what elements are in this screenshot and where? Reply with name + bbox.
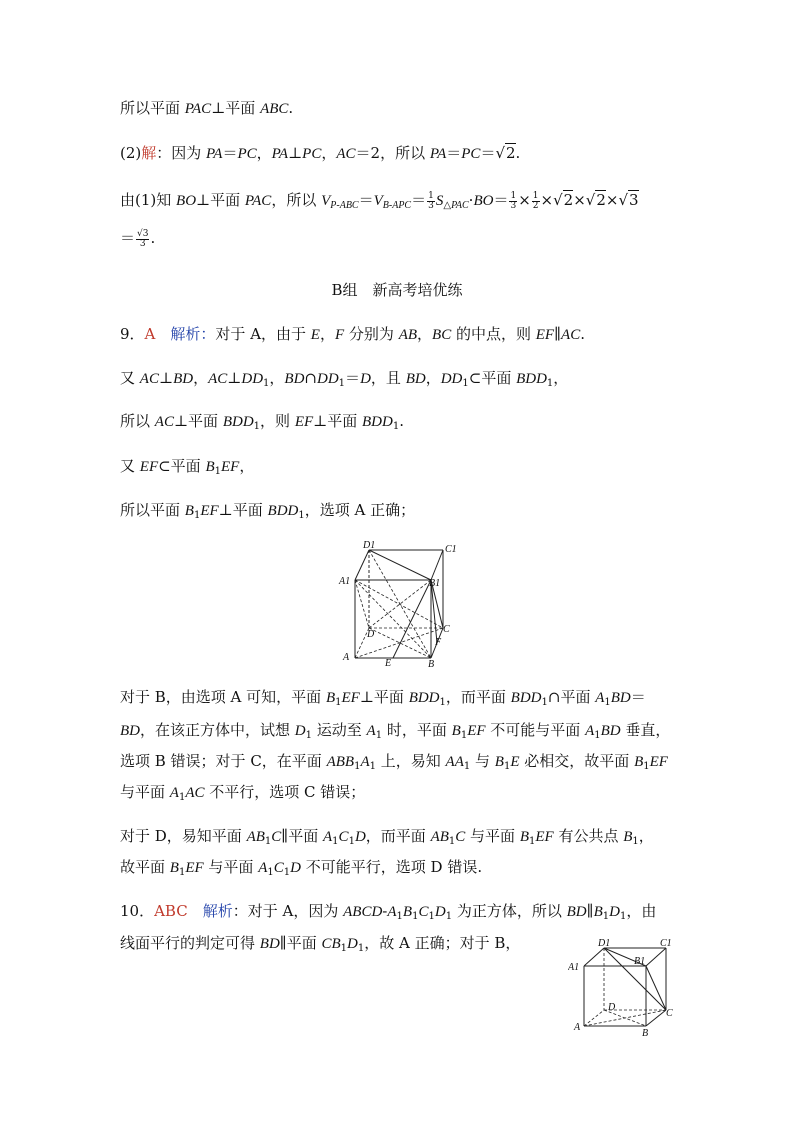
label-B1: B1 <box>429 578 441 589</box>
solution-label: 解 <box>141 144 157 162</box>
fig2-label-A1: A1 <box>568 962 580 973</box>
label-A: A <box>343 652 350 663</box>
label-D1: D1 <box>363 540 376 551</box>
line-1: 所以平面 PAC⊥平面 ABC. <box>120 99 294 117</box>
fig2-label-A: A <box>574 1022 581 1033</box>
fig2-label-C1: C1 <box>660 938 672 949</box>
p2-line-4: 与平面 $A_1AC$ 不平行，选项 C 错误； <box>120 783 366 803</box>
fig2-label-D1: D1 <box>598 938 611 949</box>
p3-line-2: 故平面 $B_1EF$ 与平面 $A_1C_1D$ 不可能平行，选项 D 错误. <box>120 858 483 878</box>
label-E: E <box>385 658 392 669</box>
q9-line-1: 9．A 解析：对于 A，由于 E，F 分别为 AB，BC 的中点，则 EF∥AC. <box>120 325 585 343</box>
label-C1: C1 <box>445 544 457 555</box>
q10-line-2: 线面平行的判定可得 BD∥平面 $CB_1D_1$，故 A 正确；对于 B， <box>120 934 521 954</box>
label-A1: A1 <box>339 576 351 587</box>
q9-line-5: 所以平面 $B_1EF\perp$平面 $BDD_1$，选项 A 正确； <box>120 501 416 521</box>
fig2-label-C: C <box>666 1008 673 1019</box>
section-title: B组 新高考培优练 <box>331 281 463 299</box>
label-C: C <box>443 624 450 635</box>
q9-line-3: 所以 AC⊥平面 $BDD_1$，则 EF⊥平面 $BDD_1$. <box>120 412 404 432</box>
q9-line-4: 又 EF⊂平面 $B_1EF$， <box>120 457 255 477</box>
fig2-label-B1: B1 <box>634 956 646 967</box>
label-B: B <box>428 659 435 670</box>
label-F: F <box>435 637 442 648</box>
fig2-label-D: D <box>608 1002 616 1013</box>
p2-line-2: BD，在该正方体中，试想 $D_1$ 运动至 $A_1$ 时，平面 $B_1EF$ 不可能与平面 $A_1BD$ 垂直， <box>120 721 671 741</box>
q9-line-2: 又 AC⊥BD，$AC\perp DD_1$，$BD\cap DD_1=D$，且 BD，$DD_1\subset$平面 $BDD_1$， <box>120 369 569 389</box>
cube-figure-2 <box>568 936 680 1040</box>
label-D: D <box>367 629 375 640</box>
p2-line-1: 对于 B，由选项 A 可知，平面 $B_1EF\perp$平面 $BDD_1$，而平面 $BDD_1\cap$平面 $A_1BD=$ <box>120 688 646 708</box>
p3-line-1: 对于 D，易知平面 $AB_1C\parallel$平面 $A_1C_1D$，而平面 $AB_1C$ 与平面 $B_1EF$ 有公共点 $B_1$， <box>120 827 654 847</box>
cube-figure-1 <box>335 538 465 670</box>
q10-line-1: 10．ABC 解析：对于 A，因为 ABCD-$A_1B_1C_1D_1$ 为正方体，所以 $BD\parallel B_1D_1$，由 <box>120 902 657 922</box>
line-4: ＝ $\frac{√3}{3}$ . <box>120 228 156 249</box>
p2-line-3: 选项 B 错误；对于 C，在平面 $ABB_1A_1$ 上，易知 $AA_1$ 与 $B_1E$ 必相交，故平面 $B_1EF$ <box>120 752 668 772</box>
part-label: (2) <box>120 144 142 162</box>
line-3: 由(1)知 BO⊥平面 PAC，所以 $V_{P-ABC}=V_{B-APC}=$ $\frac{1}{3}$ $S_{\triangle PAC}\cdot BO=$ $\frac{1}{3}$ × $\frac{1}{2}$ ×√2×√2×√3 <box>120 190 639 211</box>
line-2: (2)解：因为 PA＝PC，PA⊥PC，AC＝2，所以 PA＝PC＝√2. <box>120 144 521 162</box>
fig2-label-B: B <box>642 1028 649 1039</box>
